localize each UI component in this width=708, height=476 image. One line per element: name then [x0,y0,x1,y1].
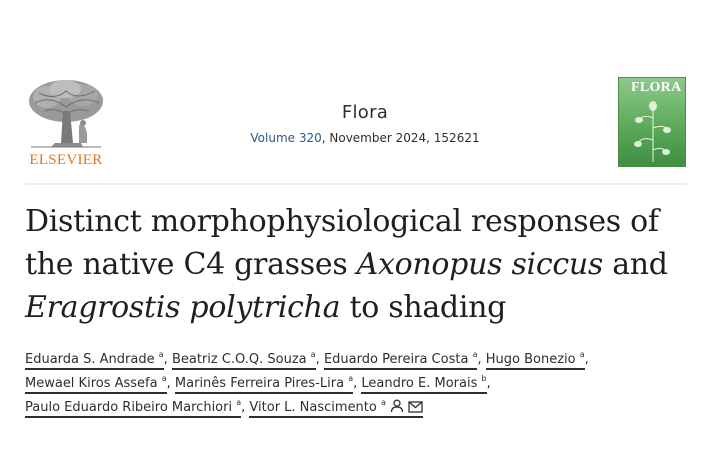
author-link[interactable] [172,352,316,370]
author-link[interactable] [25,376,167,394]
author-name: Leandro E. Morais [361,376,478,391]
author-name: Eduarda S. Andrade [25,352,155,367]
author-name: Beatriz C.O.Q. Souza [171,352,307,367]
cover-title: FLORA [631,80,682,95]
journal-issue-info [175,131,555,145]
author-link[interactable] [486,352,585,370]
article-header [25,77,687,169]
author-link[interactable] [324,352,478,370]
author-name: Eduardo Pereira Costa [323,352,469,367]
journal-title-link[interactable]: Flora [341,102,389,123]
envelope-icon [408,398,423,422]
affiliation-marker: a [348,374,354,383]
author-name: Mewael Kiros Assefa [25,376,158,391]
affiliation-marker: a [158,350,164,359]
article-title [25,200,685,329]
publisher-wordmark: ELSEVIER [29,152,103,168]
title-text: Distinct morphophysiological responses of the native C4 grasses [25,204,659,282]
separator: , [486,376,491,391]
elsevier-logo[interactable] [25,77,107,167]
journal-cover-image[interactable] [618,77,686,167]
elsevier-tree-icon [25,77,107,151]
separator: , [477,352,482,367]
cover-plant-illustration [633,98,673,164]
affiliation-marker: b [481,374,487,383]
author-name: Hugo Bonezio [485,352,576,367]
author-link-corresponding[interactable] [249,400,422,418]
author-link[interactable] [25,352,164,370]
journal-info [175,102,555,145]
separator: , [353,376,358,391]
affiliation-marker: a [161,374,167,383]
affiliation-marker: a [310,350,316,359]
header-divider [25,183,687,185]
author-name: Vitor L. Nascimento [249,400,377,415]
author-link[interactable] [25,400,241,418]
separator: , [166,376,171,391]
title-species-axonopus: Axonopus siccus [356,247,603,282]
separator: , [315,352,320,367]
affiliation-marker: a [472,350,478,359]
separator: , [241,400,246,415]
affiliation-marker: a [381,398,386,407]
volume-link[interactable]: Volume 320 [250,131,322,145]
author-link[interactable] [361,376,486,394]
title-text-end: to shading [340,290,507,325]
title-text-and: and [602,247,668,282]
affiliation-marker: a [579,350,585,359]
author-name: Marinês Ferreira Pires-Lira [174,376,345,391]
author-link[interactable] [175,376,353,394]
issue-details: , November 2024, 152621 [321,131,480,145]
separator: , [163,352,168,367]
person-icon [390,398,404,422]
separator: , [584,352,589,367]
author-list [25,348,687,422]
affiliation-marker: a [236,398,242,407]
author-name: Paulo Eduardo Ribeiro Marchiori [25,400,233,415]
title-species-eragrostis: Eragrostis polytricha [25,290,341,325]
